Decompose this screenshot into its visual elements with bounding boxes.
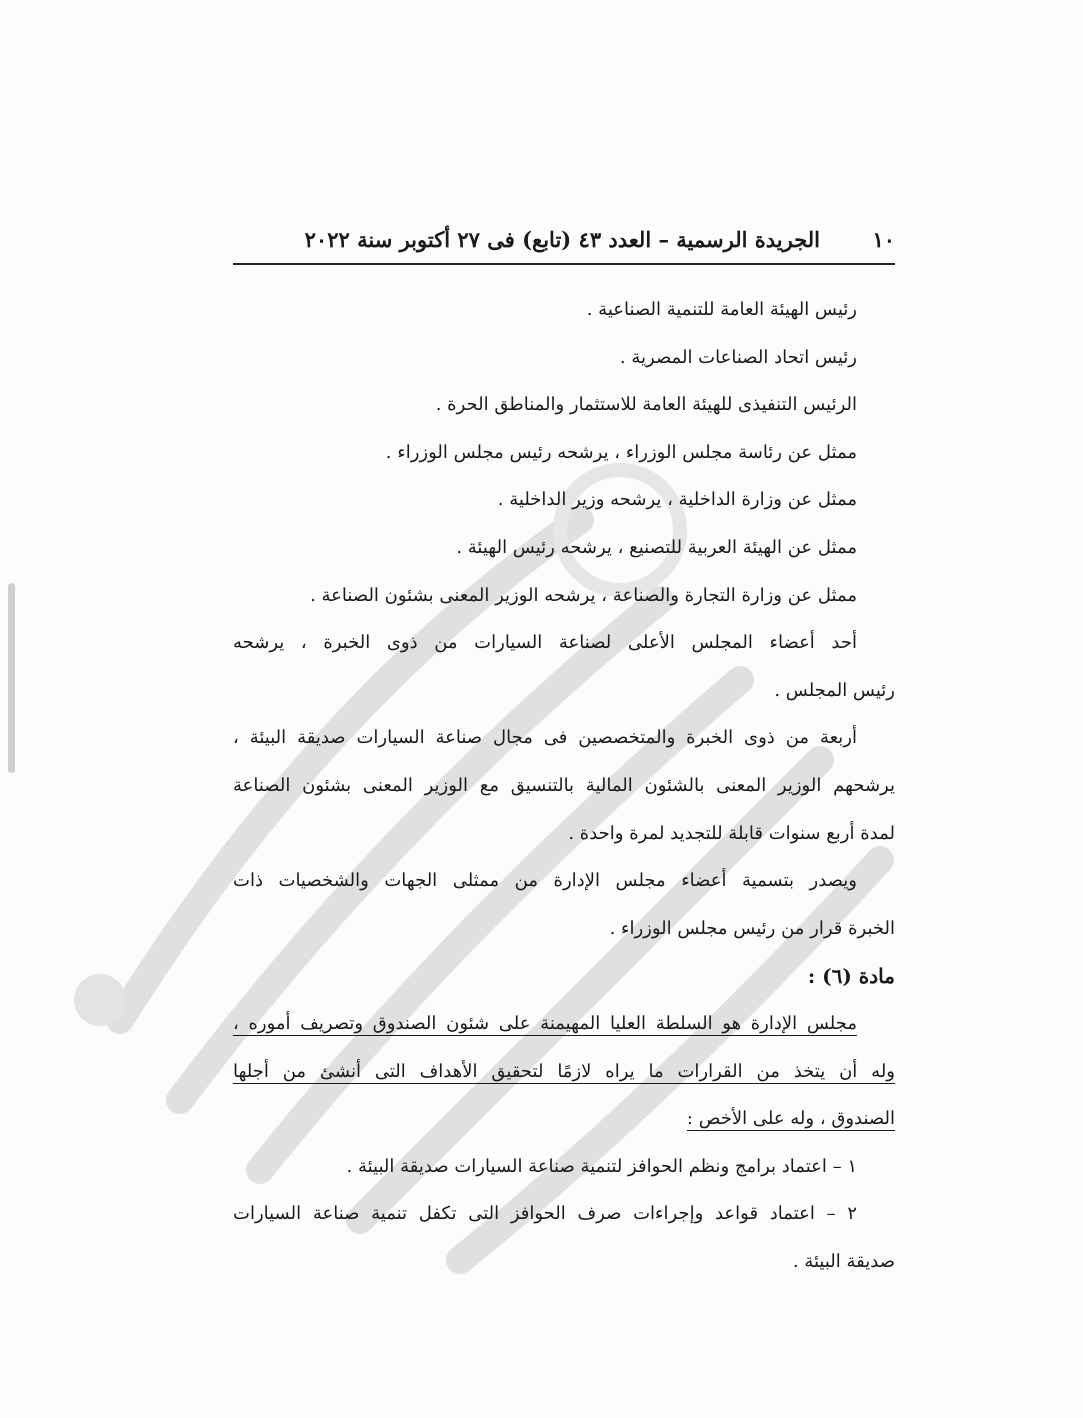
article-item: ١ – اعتماد برامج ونظم الحوافز لتنمية صناعة السيارات صديقة البيئة .: [346, 1155, 857, 1177]
page-number: ١٠: [872, 227, 895, 252]
paragraph-line: أربعة من ذوى الخبرة والمتخصصين فى مجال صناعة السيارات صديقة البيئة ،: [233, 727, 857, 749]
article-line: مجلس الإدارة هو السلطة العليا المهيمنة على شئون الصندوق وتصريف أموره ،: [233, 1012, 857, 1034]
list-item: ممثل عن رئاسة مجلس الوزراء ، يرشحه رئيس مجلس الوزراء .: [385, 441, 857, 463]
article-item: صديقة البيئة .: [792, 1250, 895, 1272]
document-body: [233, 290, 895, 1289]
article-item: ٢ – اعتماد قواعد وإجراءات صرف الحوافز التى تكفل تنمية صناعة السيارات: [233, 1203, 857, 1225]
paragraph-line: ويصدر بتسمية أعضاء مجلس الإدارة من ممثلى الجهات والشخصيات ذات: [233, 870, 857, 892]
article-line: الصندوق ، وله على الأخص :: [686, 1108, 895, 1130]
paragraph-line: لمدة أربع سنوات قابلة للتجديد لمرة واحدة .: [568, 822, 895, 844]
list-item: ممثل عن وزارة التجارة والصناعة ، يرشحه الوزير المعنى بشئون الصناعة .: [310, 584, 857, 606]
list-item: ممثل عن الهيئة العربية للتصنيع ، يرشحه رئيس الهيئة .: [456, 536, 857, 558]
scrollbar-thumb[interactable]: [8, 583, 15, 773]
page-header: [233, 223, 895, 265]
paragraph-line: الخبرة قرار من رئيس مجلس الوزراء .: [609, 917, 895, 939]
list-item: ممثل عن وزارة الداخلية ، يرشحه وزير الداخلية .: [497, 489, 857, 511]
list-item: الرئيس التنفيذى للهيئة العامة للاستثمار والمناطق الحرة .: [435, 394, 857, 416]
article-heading: مادة (٦) :: [807, 964, 895, 989]
paragraph-line: أحد أعضاء المجلس الأعلى لصناعة السيارات من ذوى الخبرة ، يرشحه: [233, 632, 857, 654]
list-item: رئيس الهيئة العامة للتنمية الصناعية .: [586, 299, 857, 320]
gazette-title: الجريدة الرسمية – العدد ٤٣ (تابع) فى ٢٧ أكتوبر سنة ٢٠٢٢: [304, 227, 820, 252]
list-item: رئيس اتحاد الصناعات المصرية .: [619, 346, 857, 368]
paragraph-line: يرشحهم الوزير المعنى بالشئون المالية بالتنسيق مع الوزير المعنى بشئون الصناعة: [233, 774, 895, 796]
paragraph-line: رئيس المجلس .: [774, 679, 895, 701]
article-line: وله أن يتخذ من القرارات ما يراه لازمًا لتحقيق الأهداف التى أنشئ من أجلها: [233, 1060, 895, 1082]
